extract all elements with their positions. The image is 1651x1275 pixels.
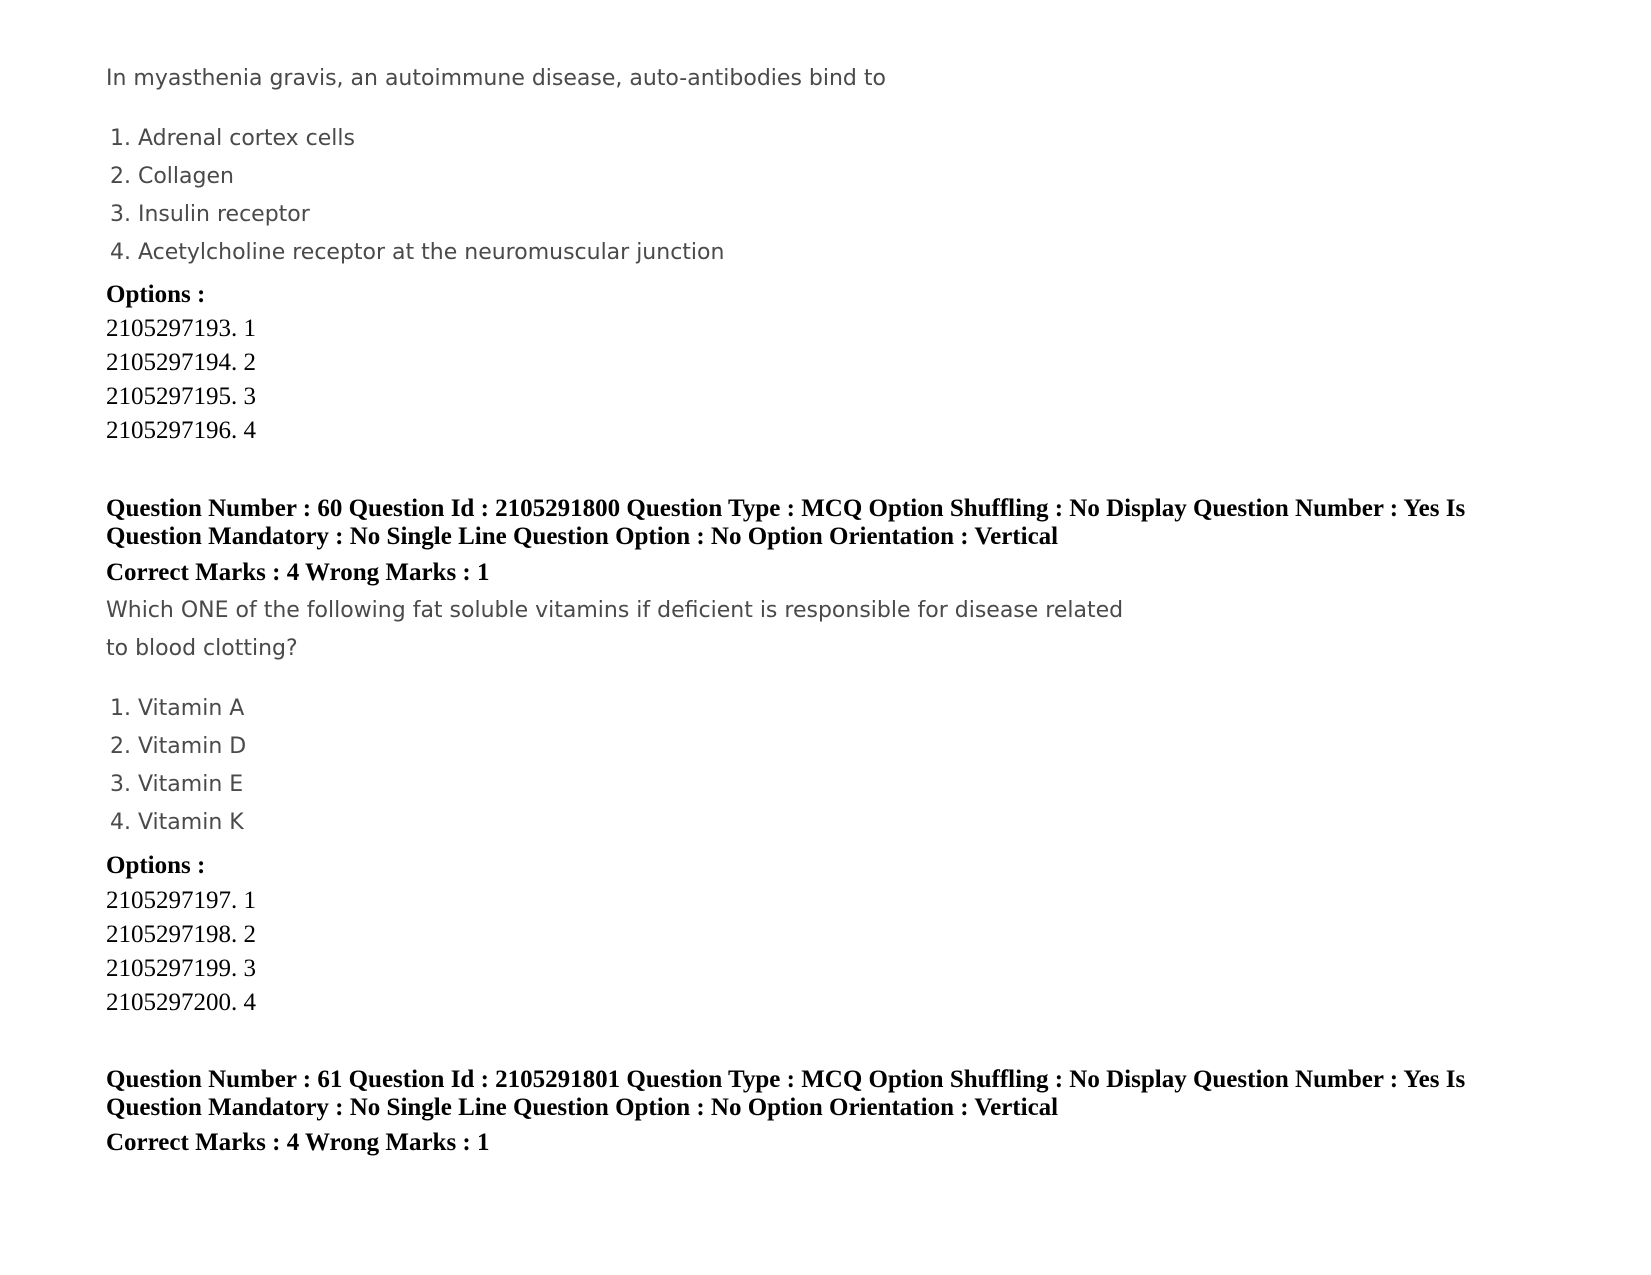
option-row: 2105297196. 4 xyxy=(106,417,256,444)
option-row: 2105297198. 2 xyxy=(106,921,256,948)
choice-item: 4. Acetylcholine receptor at the neuromuscular junction xyxy=(110,240,725,265)
option-row: 2105297197. 1 xyxy=(106,887,256,914)
choice-item: 4. Vitamin K xyxy=(110,810,244,835)
option-row: 2105297194. 2 xyxy=(106,349,256,376)
question-60-meta-line-2: Question Mandatory : No Single Line Question Option : No Option Orientation : Vertical xyxy=(106,523,1059,550)
choice-item: 2. Vitamin D xyxy=(110,734,247,759)
choice-item: 3. Insulin receptor xyxy=(110,202,310,227)
choice-item: 2. Collagen xyxy=(110,164,234,189)
question-60-metadata xyxy=(106,495,1546,551)
question-59-choices xyxy=(110,120,724,272)
question-59-stem: In myasthenia gravis, an autoimmune disease, auto-antibodies bind to xyxy=(106,66,886,91)
question-61-meta-line-2: Question Mandatory : No Single Line Question Option : No Option Orientation : Vertical xyxy=(106,1094,1059,1121)
choice-item: 1. Vitamin A xyxy=(110,696,245,721)
question-61-metadata xyxy=(106,1066,1546,1122)
choice-item: 3. Vitamin E xyxy=(110,772,244,797)
question-60-choices xyxy=(110,690,246,842)
question-60-meta-line-1: Question Number : 60 Question Id : 2105291800 Question Type : MCQ Option Shuffling : No Display Question Number : Yes Is xyxy=(106,495,1466,522)
question-59-options-label: Options : xyxy=(106,281,206,308)
option-row: 2105297195. 3 xyxy=(106,383,256,410)
question-60-stem xyxy=(106,592,1123,668)
choice-item: 1. Adrenal cortex cells xyxy=(110,126,355,151)
question-60-stem-line-1: Which ONE of the following fat soluble vitamins if deficient is responsible for disease related xyxy=(106,598,1124,623)
question-61-marks: Correct Marks : 4 Wrong Marks : 1 xyxy=(106,1129,490,1156)
question-60-options-label: Options : xyxy=(106,852,206,879)
option-row: 2105297199. 3 xyxy=(106,955,256,982)
option-row: 2105297193. 1 xyxy=(106,315,256,342)
question-61-meta-line-1: Question Number : 61 Question Id : 2105291801 Question Type : MCQ Option Shuffling : No Display Question Number : Yes Is xyxy=(106,1066,1466,1093)
question-60-options xyxy=(106,884,256,1020)
question-60-stem-line-2: to blood clotting? xyxy=(106,636,298,661)
question-60-marks: Correct Marks : 4 Wrong Marks : 1 xyxy=(106,559,490,586)
option-row: 2105297200. 4 xyxy=(106,989,256,1016)
question-59-options xyxy=(106,312,256,448)
